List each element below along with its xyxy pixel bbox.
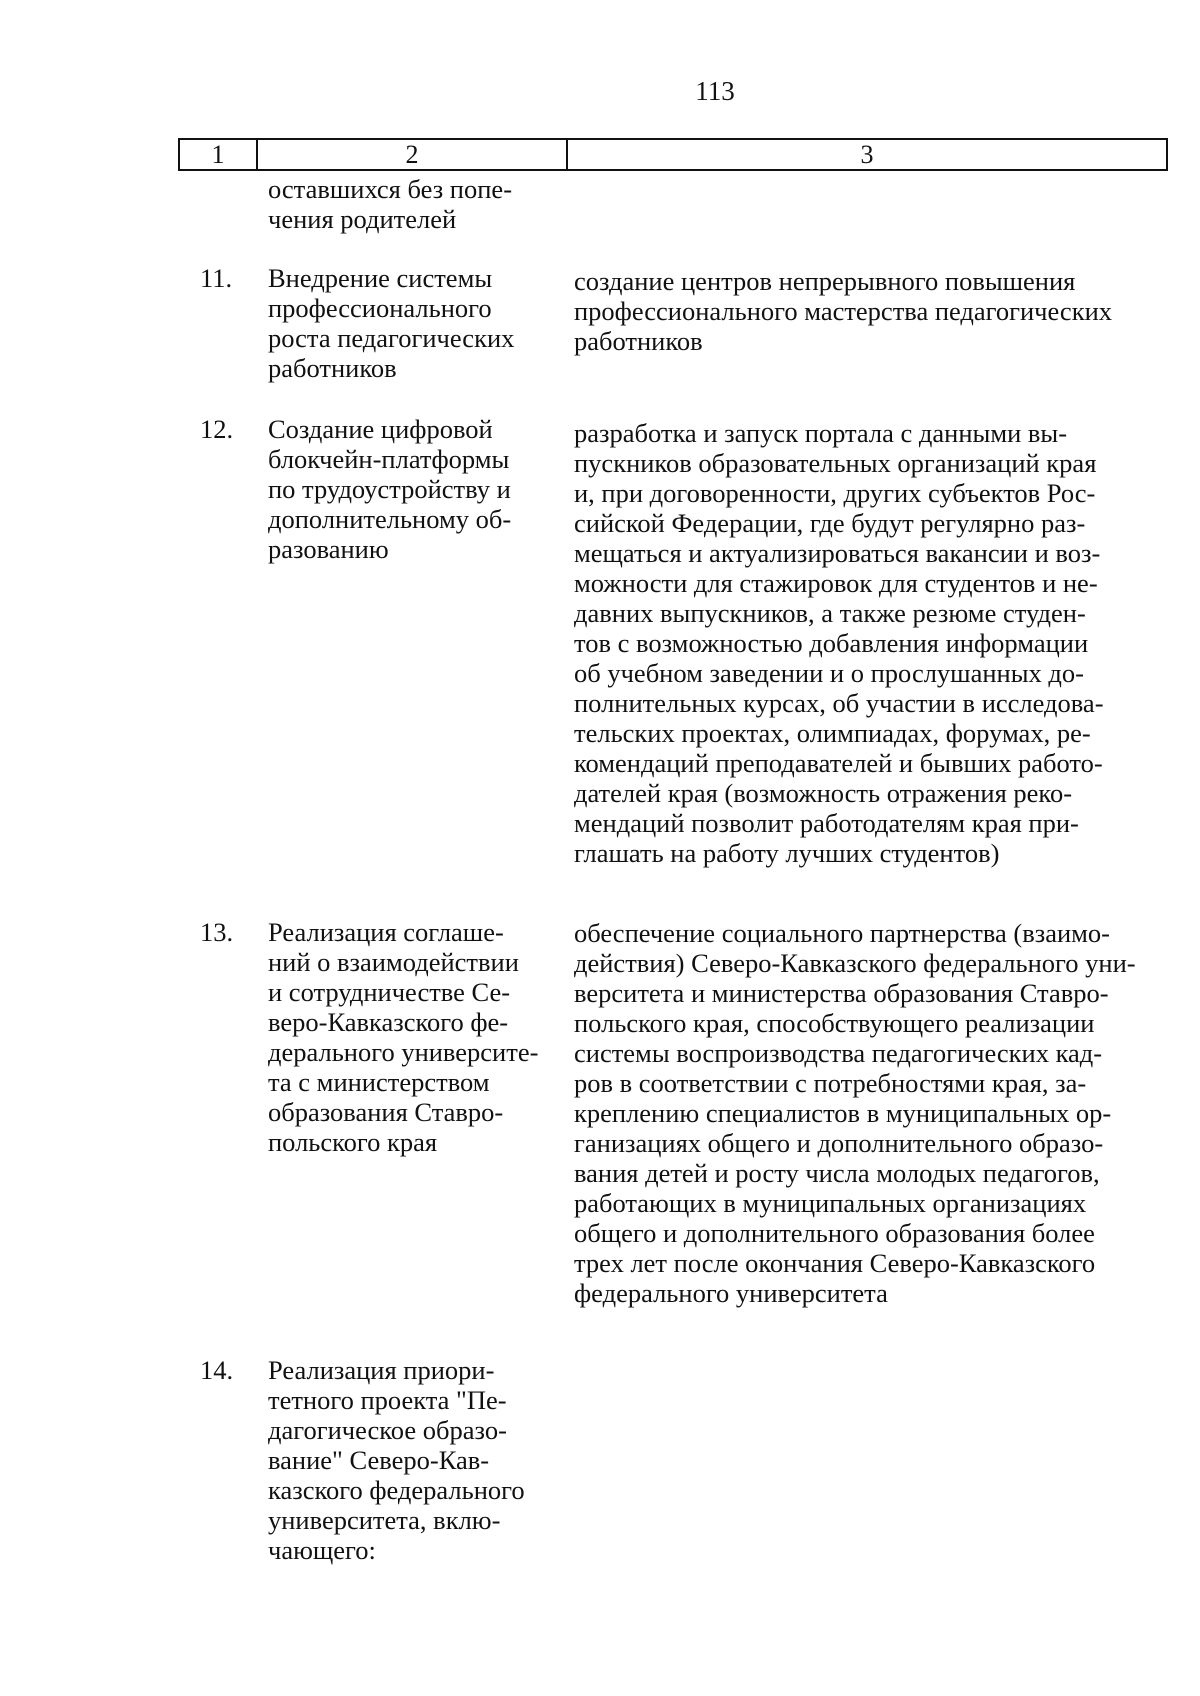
column-header-3: 3	[860, 140, 874, 169]
row-name-14: Реализация приори- тетного проекта "Пе- дагогическое образо- вание" Северо-Кав- казского федерального университета, вклю- чающего:	[268, 1355, 525, 1565]
table-column-header	[178, 138, 1168, 171]
row-description-13: обеспечение социального партнерства (взаимо- действия) Северо-Кавказского федерального уни- верситета и министерства образования Ставро- польского края, способствующего реализации системы воспроизводства педагогических кад- ров в соответствии с потребностями края, за- креплению специалистов в муниципальных ор- ганизациях общего и дополнительного образо- вания детей и росту числа молодых педагогов, работающих в муниципальных организациях общего и дополнительного образования более трех лет после окончания Северо-Кавказского федерального университета	[574, 918, 1136, 1308]
row-name-continued: оставшихся без попе- чения родителей	[268, 174, 513, 234]
row-number-12: 12.	[200, 414, 234, 444]
row-name-12: Создание цифровой блокчейн-платформы по трудоустройству и дополнительному об- разованию	[268, 414, 512, 564]
row-number-13: 13.	[200, 917, 234, 947]
page-number: 113	[695, 76, 735, 106]
column-header-2: 2	[258, 140, 568, 169]
column-header-1: 1	[180, 140, 258, 169]
row-number-14: 14.	[200, 1355, 234, 1385]
row-description-12: разработка и запуск портала с данными вы- пускников образовательных организаций края и, при договоренности, других субъектов Рос- сийской Федерации, где будут регулярно раз- мещаться и актуализироваться вакансии и воз- можности для стажировок для студентов и не- давних выпускников, а также резюме студен- тов с возможностью добавления информации об учебном заведении и о прослушанных до- полнительных курсах, об участии в исследова- тельских проектах, олимпиадах, форумах, ре- комендаций преподавателей и бывших работо- дателей края (возможность отражения реко- мендаций позволит работодателям края при- глашать на работу лучших студентов)	[574, 418, 1104, 868]
row-description-11: создание центров непрерывного повышения профессионального мастерства педагогических работников	[574, 266, 1112, 356]
row-name-13: Реализация соглаше- ний о взаимодействии и сотрудничестве Се- веро-Кавказского фе- дерального университе- та с министерством образования Ставро- польского края	[268, 917, 539, 1157]
row-number-11: 11.	[200, 263, 233, 293]
row-name-11: Внедрение системы профессионального роста педагогических работников	[268, 263, 515, 383]
